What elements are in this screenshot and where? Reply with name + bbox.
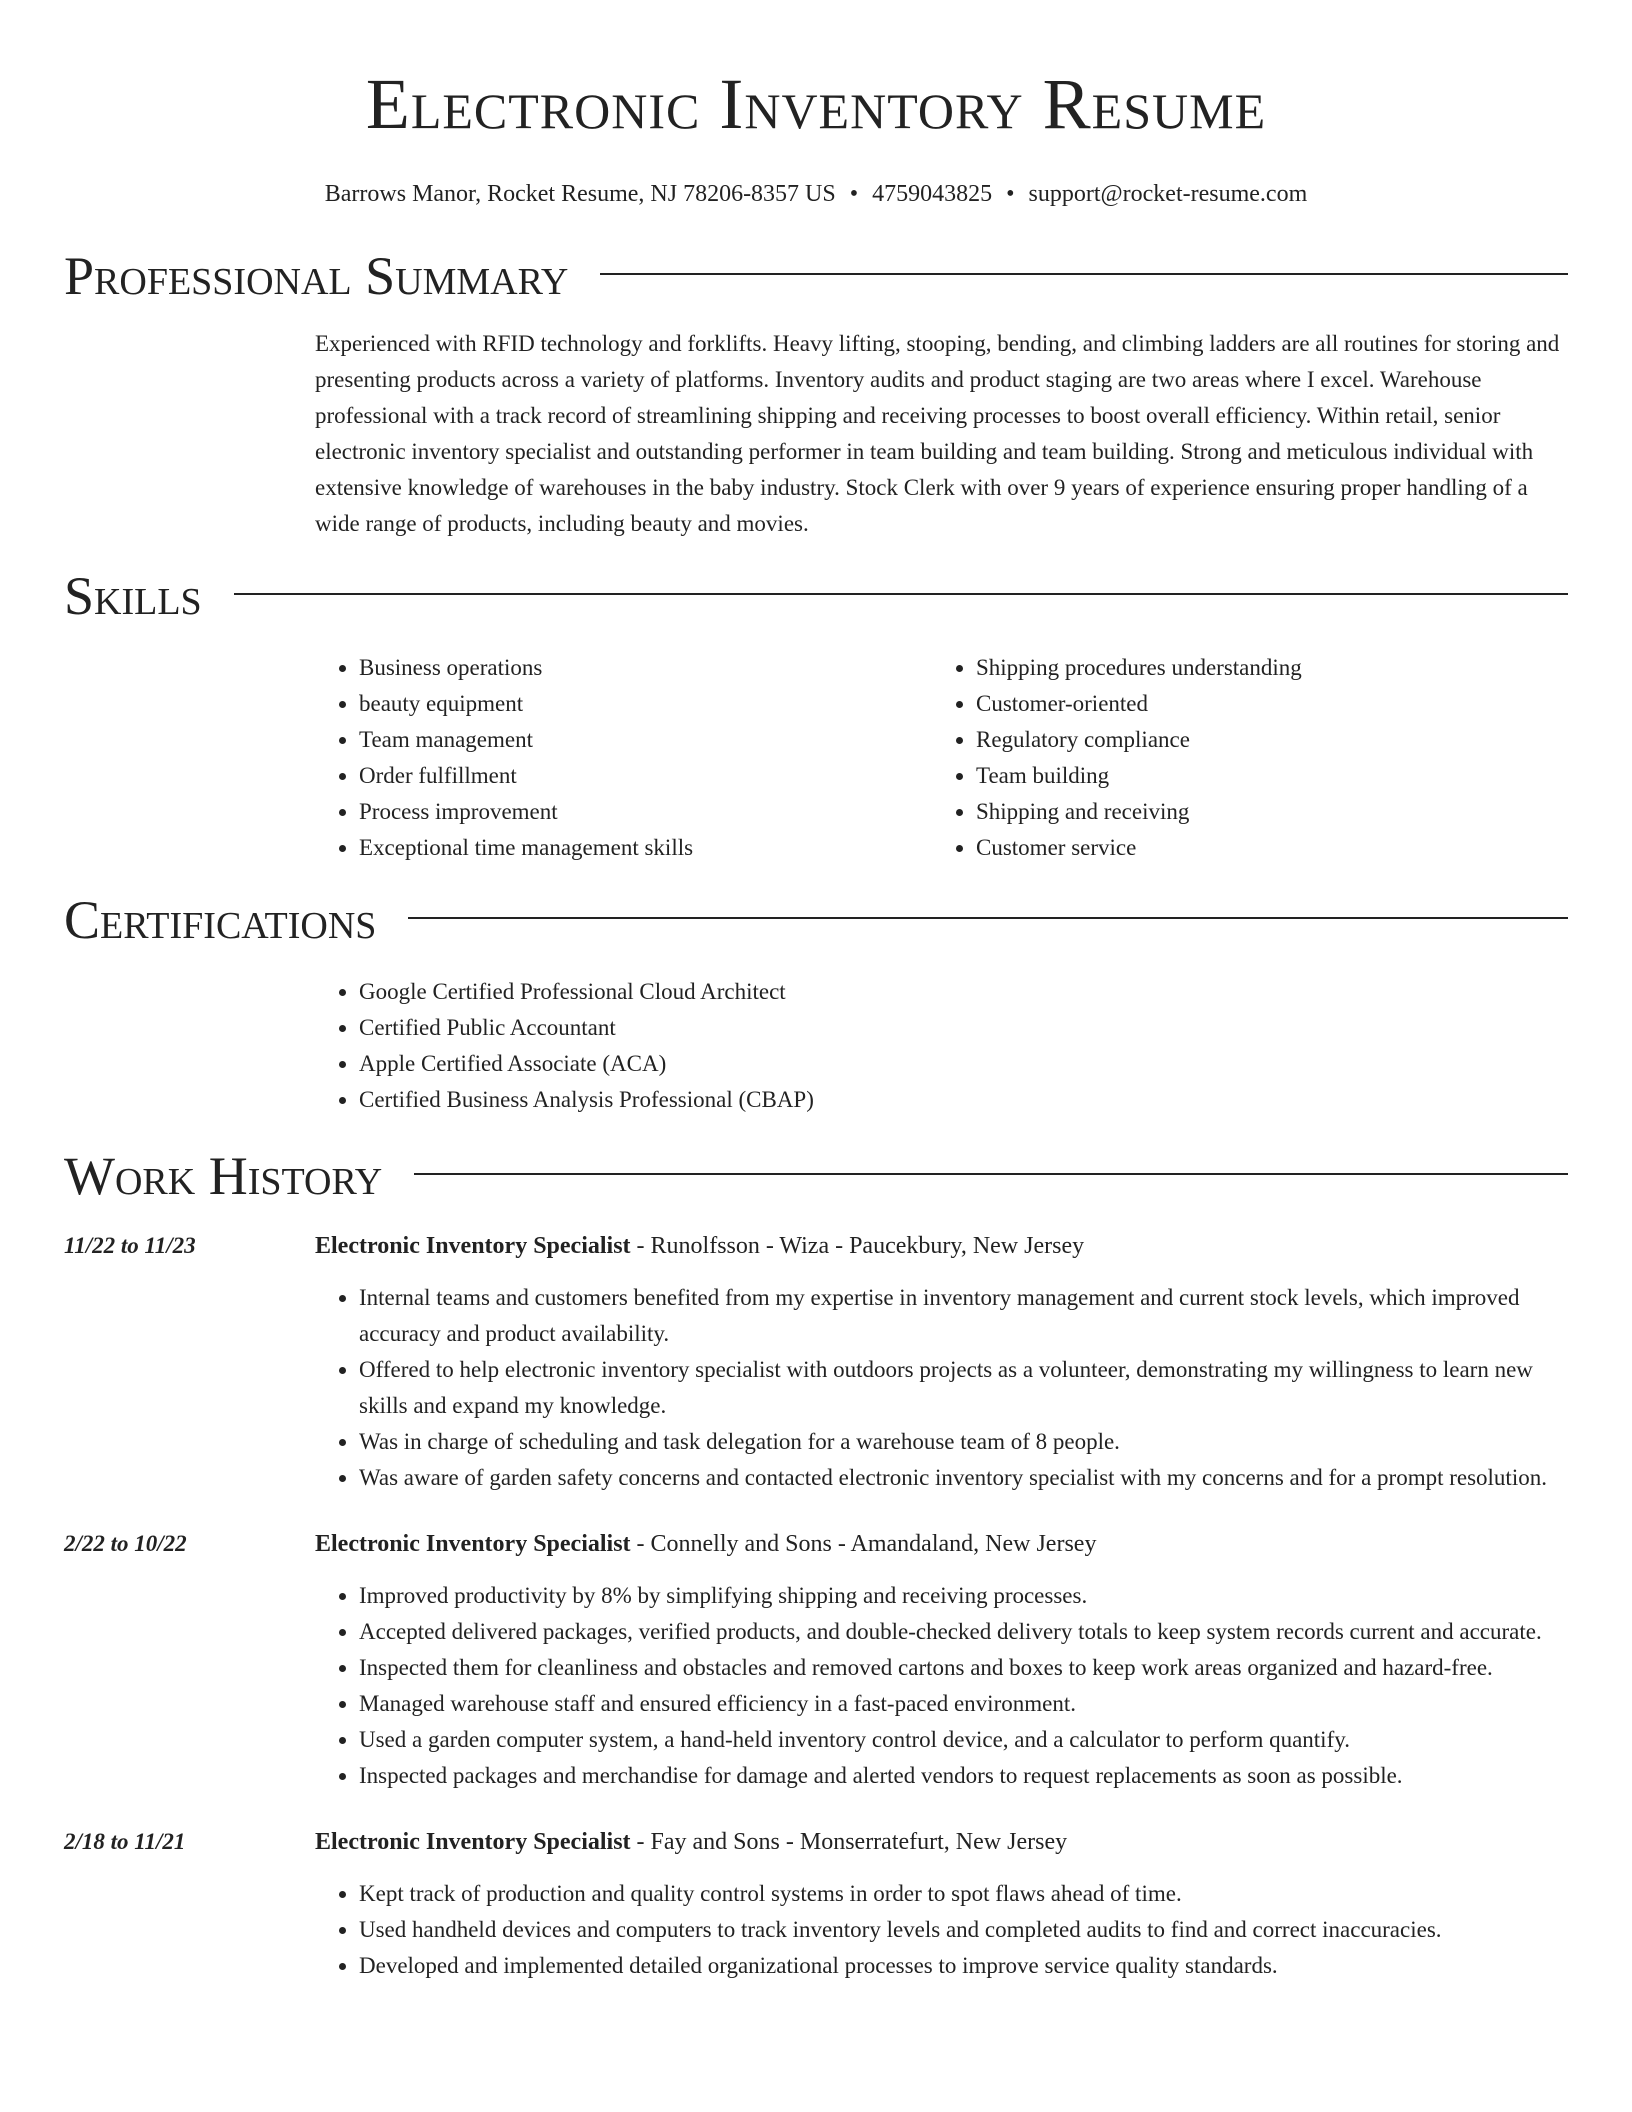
job-main	[315, 1824, 1568, 1984]
skills-body	[315, 650, 1568, 866]
skill-item: • Team building	[976, 758, 1549, 794]
contact-phone: 4759043825	[872, 181, 993, 207]
skill-item: • Customer service	[976, 830, 1549, 866]
certifications-list	[315, 974, 1568, 1118]
skills-column-right	[932, 650, 1549, 866]
skill-item: • Shipping and receiving	[976, 794, 1549, 830]
job-title-line	[315, 1228, 1568, 1264]
job-company-location: - Connelly and Sons - Amandaland, New Jersey	[630, 1531, 1097, 1557]
summary-text: Experienced with RFID technology and forklifts. Heavy lifting, stooping, bending, and climbing ladders are all routines for storing and presenting products across a variety of platforms. Inventory audits and product staging are two areas where I excel. Warehouse professional with a track record of streamlining shipping and receiving processes to boost overall efficiency. Within retail, senior electronic inventory specialist and outstanding performer in team building and team building. Strong and meticulous individual with extensive knowledge of warehouses in the baby industry. Stock Clerk with over 9 years of experience ensuring proper handling of a wide range of products, including beauty and movies.	[315, 331, 1560, 536]
job-title-line	[315, 1526, 1568, 1562]
summary-section	[64, 244, 1568, 542]
job-bullets	[315, 1876, 1568, 1984]
skills-list-left	[315, 650, 932, 866]
job-dates: 2/22 to 10/22	[64, 1531, 187, 1556]
section-divider	[408, 917, 1568, 919]
work-history-section	[64, 1144, 1568, 1984]
certifications-section	[64, 888, 1568, 1118]
section-title-skills: Skills	[64, 566, 202, 626]
section-header	[64, 564, 1568, 628]
contact-address: Barrows Manor, Rocket Resume, NJ 78206-8357 US	[324, 181, 836, 207]
job-entry	[64, 1824, 1568, 1984]
skill-item: • Order fulfillment	[359, 758, 932, 794]
job-bullets	[315, 1280, 1568, 1496]
section-divider	[234, 593, 1568, 595]
job-main	[315, 1526, 1568, 1794]
skill-item: • Customer-oriented	[976, 686, 1549, 722]
contact-line	[64, 178, 1568, 210]
certification-item: • Certified Business Analysis Professional (CBAP)	[359, 1082, 1568, 1118]
resume-name: Electronic Inventory Resume	[365, 64, 1267, 144]
section-title-summary: Professional Summary	[64, 246, 569, 306]
section-divider	[414, 1173, 1568, 1175]
job-bullet: • Accepted delivered packages, verified products, and double-checked delivery totals to keep system records current and accurate.	[359, 1614, 1568, 1650]
job-bullet: • Was aware of garden safety concerns and contacted electronic inventory specialist with my concerns and for a prompt resolution.	[359, 1460, 1568, 1496]
job-bullet: • Developed and implemented detailed organizational processes to improve service quality standards.	[359, 1948, 1568, 1984]
skills-section	[64, 564, 1568, 866]
contact-separator: •	[1006, 181, 1015, 207]
contact-email: support@rocket-resume.com	[1028, 181, 1308, 207]
job-bullet: • Used a garden computer system, a hand-held inventory control device, and a calculator to perform quantify.	[359, 1722, 1568, 1758]
skills-column-left	[315, 650, 932, 866]
skill-item: • Exceptional time management skills	[359, 830, 932, 866]
skill-item: • Regulatory compliance	[976, 722, 1549, 758]
certification-item: • Apple Certified Associate (ACA)	[359, 1046, 1568, 1082]
skill-item: • Business operations	[359, 650, 932, 686]
resume-header	[64, 0, 1568, 210]
summary-body	[315, 326, 1568, 542]
section-divider	[600, 273, 1568, 275]
skill-item: • beauty equipment	[359, 686, 932, 722]
job-bullet: • Improved productivity by 8% by simplifying shipping and receiving processes.	[359, 1578, 1568, 1614]
certification-item: • Google Certified Professional Cloud Architect	[359, 974, 1568, 1010]
section-header	[64, 244, 1568, 308]
job-title: Electronic Inventory Specialist	[315, 1829, 631, 1855]
job-bullet: • Inspected them for cleanliness and obstacles and removed cartons and boxes to keep work areas organized and hazard-free.	[359, 1650, 1568, 1686]
job-bullet: • Used handheld devices and computers to track inventory levels and completed audits to find and correct inaccuracies.	[359, 1912, 1568, 1948]
section-title-certifications: Certifications	[64, 890, 377, 950]
job-dates: 11/22 to 11/23	[64, 1233, 196, 1258]
skill-item: • Team management	[359, 722, 932, 758]
certification-item: • Certified Public Accountant	[359, 1010, 1568, 1046]
skills-columns	[315, 650, 1568, 866]
job-bullet: • Managed warehouse staff and ensured efficiency in a fast-paced environment.	[359, 1686, 1568, 1722]
job-bullet: • Kept track of production and quality control systems in order to spot flaws ahead of time.	[359, 1876, 1568, 1912]
section-header	[64, 1144, 1568, 1208]
job-company-location: - Runolfsson - Wiza - Paucekbury, New Jersey	[630, 1233, 1085, 1259]
contact-separator: •	[849, 181, 859, 207]
job-title-line	[315, 1824, 1568, 1860]
job-title: Electronic Inventory Specialist	[315, 1233, 631, 1259]
job-main	[315, 1228, 1568, 1496]
job-title: Electronic Inventory Specialist	[315, 1531, 631, 1557]
skills-list-right	[932, 650, 1549, 866]
job-bullet: • Offered to help electronic inventory specialist with outdoors projects as a volunteer, demonstrating my willingness to learn new skills and expand my knowledge.	[359, 1352, 1568, 1424]
certifications-body	[315, 974, 1568, 1118]
job-bullets	[315, 1578, 1568, 1794]
job-bullet: • Inspected packages and merchandise for damage and alerted vendors to request replacements as soon as possible.	[359, 1758, 1568, 1794]
job-bullet: • Internal teams and customers benefited from my expertise in inventory management and current stock levels, which improved accuracy and product availability.	[359, 1280, 1568, 1352]
skill-item: • Shipping procedures understanding	[976, 650, 1549, 686]
job-entry	[64, 1228, 1568, 1496]
section-header	[64, 888, 1568, 952]
job-entry	[64, 1526, 1568, 1794]
job-dates: 2/18 to 11/21	[64, 1829, 186, 1854]
job-bullet: • Was in charge of scheduling and task delegation for a warehouse team of 8 people.	[359, 1424, 1568, 1460]
job-company-location: - Fay and Sons - Monserratefurt, New Jersey	[630, 1829, 1068, 1855]
skill-item: • Process improvement	[359, 794, 932, 830]
section-title-work-history: Work History	[64, 1146, 383, 1206]
